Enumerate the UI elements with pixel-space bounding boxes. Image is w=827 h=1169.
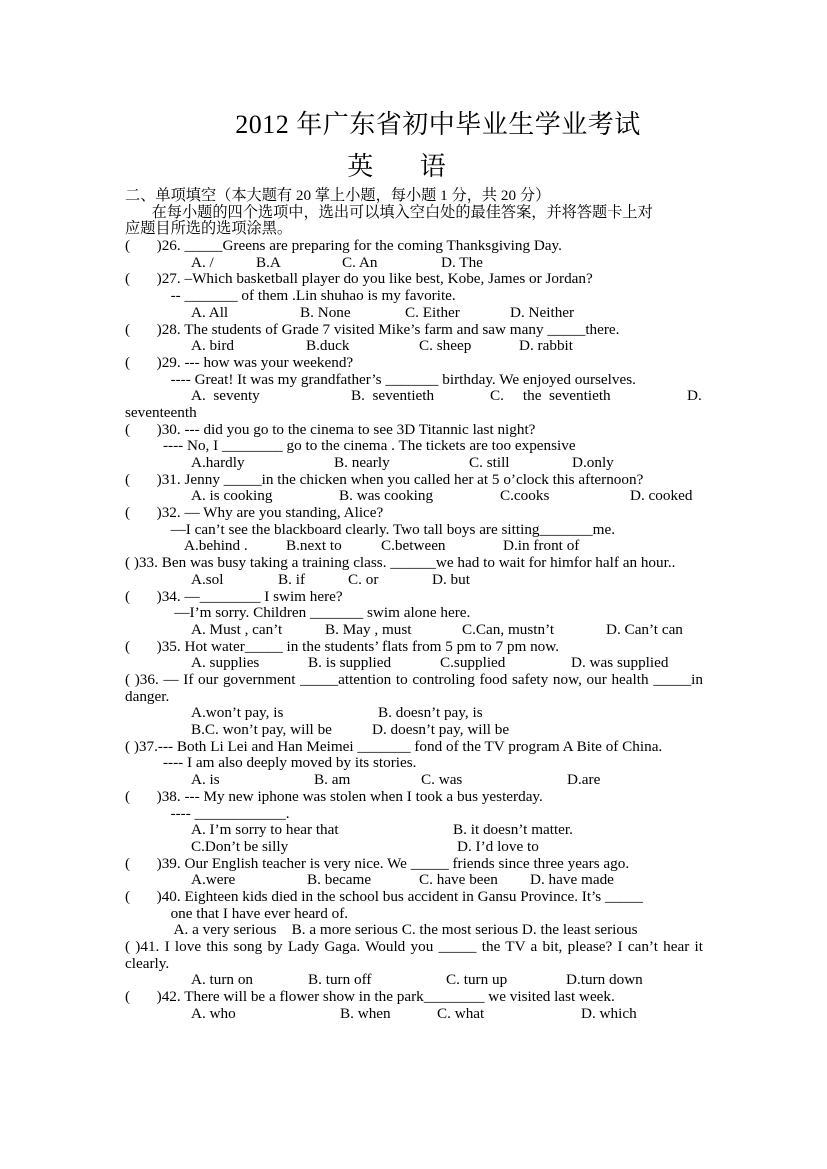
option-a: A. bird xyxy=(191,337,235,355)
option-d: D. Neither xyxy=(510,303,575,321)
exam-title: 2012 年广东省初中毕业生学业考试 xyxy=(235,110,641,139)
question-options xyxy=(125,388,703,405)
question-stem: ( )37.--- Both Li Lei and Han Meimei _______ fond of the TV program A Bite of China. xyxy=(125,737,663,755)
option-c: B.C. won’t pay, will be xyxy=(191,721,332,739)
option-a: A. turn on xyxy=(191,971,254,989)
question-options xyxy=(125,572,703,589)
option-a: A. is xyxy=(191,771,220,789)
question-stem: ( )42. There will be a flower show in the park________ we visited last week. xyxy=(125,988,615,1006)
option-b: B. doesn’t pay, is xyxy=(378,704,483,722)
question-stem-reply: ---- ____________. xyxy=(125,804,290,822)
option-c: C. An xyxy=(342,253,378,271)
option-b: B. it doesn’t matter. xyxy=(453,821,573,839)
question-options xyxy=(125,655,703,672)
option-a: A. Must , can’t xyxy=(191,620,283,638)
question-section xyxy=(125,188,703,1022)
option-c: C. was xyxy=(421,771,463,789)
option-c: C.Don’t be silly xyxy=(191,837,289,855)
question-stem: ( )38. --- My new iphone was stolen when I took a bus yesterday. xyxy=(125,787,543,805)
option-a: A. is cooking xyxy=(191,487,273,505)
subject-title xyxy=(0,146,793,183)
subject-char-2: 语 xyxy=(419,152,446,181)
option-d: D.only xyxy=(572,454,614,471)
question-options xyxy=(125,255,703,272)
question-stem: ( )40. Eighteen kids died in the school bus accident in Gansu Province. It’s _____ xyxy=(125,887,643,905)
option-c: C.cooks xyxy=(500,487,550,505)
option-d: D. doesn’t pay, will be xyxy=(372,721,510,739)
question-stem-reply: ---- Great! It was my grandfather’s _______ birthday. We enjoyed ourselves. xyxy=(125,370,636,388)
option-a: A. seventy xyxy=(191,387,260,405)
question-options xyxy=(125,622,703,639)
option-b: B. is supplied xyxy=(308,654,392,672)
question-stem-cont: one that I have ever heard of. xyxy=(125,904,349,922)
option-d: D. cooked xyxy=(630,487,693,505)
question-stem: ( )30. --- did you go to the cinema to see 3D Titannic last night? xyxy=(125,420,536,438)
option-b: B.next to xyxy=(286,537,342,555)
option-b: B.duck xyxy=(306,337,350,355)
question-stem-reply: ---- No, I ________ go to the cinema . The tickets are too expensive xyxy=(125,437,576,455)
option-a: A. All xyxy=(191,303,229,321)
option-b: B. when xyxy=(340,1004,391,1022)
option-d: D. I’d love to xyxy=(457,837,539,855)
option-c: C.supplied xyxy=(440,654,506,672)
option-c: C. have been xyxy=(419,871,498,889)
option-d: D. but xyxy=(432,570,470,588)
question-stem: ( )26. _____Greens are preparing for the coming Thanksgiving Day. xyxy=(125,237,562,255)
option-a: A.were xyxy=(191,871,236,889)
section-instruction: 应题目所选的选项涂黑。 xyxy=(125,220,293,238)
question-stem: ( )31. Jenny _____in the chicken when you called her at 5 o’clock this afternoon? xyxy=(125,470,644,488)
question-options xyxy=(125,972,703,989)
question-stem-reply: ---- I am also deeply moved by its stories. xyxy=(125,754,417,772)
question-options: A. a very serious B. a more serious C. the most serious D. the least serious xyxy=(125,921,638,939)
option-c: C. or xyxy=(348,570,379,588)
question-stem: ( )41. I love this song by Lady Gaga. Would you _____ the TV a bit, please? I can’t hear it clearly. xyxy=(125,938,703,972)
option-d: D. was supplied xyxy=(571,654,669,672)
option-a: A. supplies xyxy=(191,654,260,672)
option-c: C. what xyxy=(437,1004,485,1022)
question-options xyxy=(125,705,703,722)
question-stem: ( )34. —________ I swim here? xyxy=(125,587,343,605)
question-options xyxy=(125,822,703,839)
option-a: A.won’t pay, is xyxy=(191,704,284,722)
option-a: A. who xyxy=(191,1004,236,1022)
option-d: D.are xyxy=(567,771,601,789)
question-options xyxy=(125,338,703,355)
option-a: A. I’m sorry to hear that xyxy=(191,821,339,839)
option-d-text: seventeenth xyxy=(125,403,197,421)
question-options xyxy=(125,538,703,555)
option-c: C. Either xyxy=(405,303,460,321)
option-b: B. if xyxy=(278,570,306,588)
option-d: D. Can’t can xyxy=(606,620,683,638)
question-stem-reply: —I can’t see the blackboard clearly. Two tall boys are sitting_______me. xyxy=(125,520,616,538)
option-b: B.A xyxy=(256,253,281,271)
option-d: D.turn down xyxy=(566,971,643,989)
question-options xyxy=(125,305,703,322)
question-options xyxy=(125,722,703,739)
option-d: D. have made xyxy=(530,871,614,889)
option-b: B. None xyxy=(300,303,351,321)
question-options xyxy=(125,872,703,889)
option-c: C. still xyxy=(469,454,510,471)
subject-char-1: 英 xyxy=(347,152,374,181)
option-d: D. The xyxy=(441,253,483,271)
question-stem-reply: —I’m sorry. Children _______ swim alone here. xyxy=(125,604,471,622)
option-b: B. became xyxy=(307,871,372,889)
question-stem: ( )27. –Which basketball player do you like best, Kobe, James or Jordan? xyxy=(125,270,593,288)
question-stem: ( )39. Our English teacher is very nice. We _____ friends since three years ago. xyxy=(125,854,630,872)
question-options xyxy=(125,1006,703,1023)
option-b: B. turn off xyxy=(308,971,372,989)
question-options xyxy=(125,455,703,472)
option-d: D. xyxy=(687,387,702,405)
question-stem: ( )32. — Why are you standing, Alice? xyxy=(125,504,384,522)
option-a: A.sol xyxy=(191,570,224,588)
option-d: D. which xyxy=(581,1004,637,1022)
option-c: C.between xyxy=(381,537,446,555)
option-b: B. was cooking xyxy=(339,487,434,505)
option-b: B. seventieth xyxy=(351,387,435,405)
question-options xyxy=(125,772,703,789)
option-c: C. the seventieth xyxy=(490,387,611,405)
question-options xyxy=(125,839,703,856)
question-stem: ( )33. Ben was busy taking a training class. ______we had to wait for himfor half an hour.. xyxy=(125,554,676,572)
option-c: C. sheep xyxy=(419,337,472,355)
option-a: A.behind . xyxy=(184,537,248,555)
question-stem: ( )35. Hot water_____ in the students’ flats from 5 pm to 7 pm now. xyxy=(125,637,560,655)
question-stem-reply: -- _______ of them .Lin shuhao is my favorite. xyxy=(125,287,456,305)
question-options xyxy=(125,488,703,505)
option-a: A.hardly xyxy=(191,454,245,471)
option-b: B. May , must xyxy=(325,620,412,638)
section-heading: 二、单项填空（本大题有 20 掌上小题，每小题 1 分，共 20 分） xyxy=(125,187,551,204)
option-b: B. am xyxy=(314,771,351,789)
question-stem: ( )29. --- how was your weekend? xyxy=(125,353,354,371)
option-d: D.in front of xyxy=(503,537,580,555)
option-b: B. nearly xyxy=(334,454,390,471)
option-d: D. rabbit xyxy=(519,337,573,355)
question-stem: ( )28. The students of Grade 7 visited Mike’s farm and saw many _____there. xyxy=(125,320,620,338)
question-stem: ( )36. — If our government _____attention to controling food safety now, our health _____in danger. xyxy=(125,670,703,705)
option-a: A. / xyxy=(191,253,214,271)
option-c: C.Can, mustn’t xyxy=(462,620,555,638)
section-instruction: 在每小题的四个选项中，选出可以填入空白处的最佳答案，并将答题卡上对 xyxy=(125,203,653,221)
option-c: C. turn up xyxy=(446,971,508,989)
